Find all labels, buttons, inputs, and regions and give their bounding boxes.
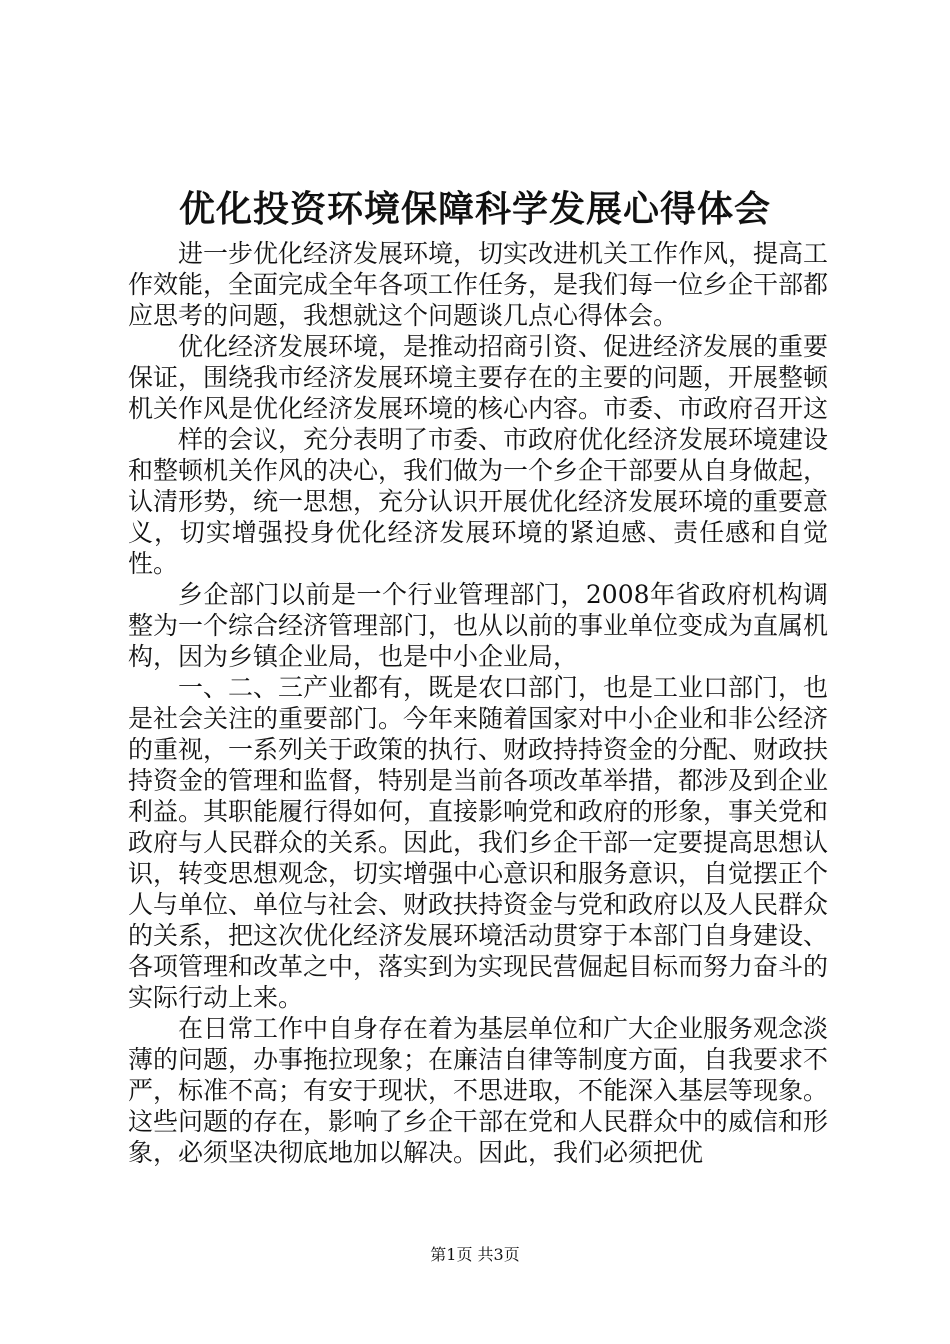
page-footer: 第1页 共3页: [430, 1245, 520, 1264]
paragraph: 优化经济发展环境，是推动招商引资、促进经济发展的重要保证，围绕我市经济发展环境主要存在的主要的问题，开展整顿机关作风是优化经济发展环境的核心内容。市委、市政府召开这: [128, 332, 829, 423]
paragraph: 在日常工作中自身存在着为基层单位和广大企业服务观念淡薄的问题，办事拖拉现象；在廉洁自律等制度方面，自我要求不严，标准不高；有安于现状，不思进取，不能深入基层等现象。这些问题的存在，影响了乡企干部在党和人民群众中的威信和形象，必须坚决彻底地加以解决。因此，我们必须把优: [128, 1014, 829, 1167]
paragraph: 一、二、三产业都有，既是农口部门，也是工业口部门，也是社会关注的重要部门。今年来随着国家对中小企业和非公经济的重视，一系列关于政策的执行、财政持持资金的分配、财政扶持资金的管理和监督，特别是当前各项改革举措，都涉及到企业利益。其职能履行得如何，直接影响党和政府的形象，事关党和政府与人民群众的关系。因此，我们乡企干部一定要提高思想认识，转变思想观念，切实增强中心意识和服务意识，自觉摆正个人与单位、单位与社会、财政扶持资金与党和政府以及人民群众的关系，把这次优化经济发展环境活动贯穿于本部门自身建设、各项管理和改革之中，落实到为实现民营倔起目标而努力奋斗的实际行动上来。: [128, 673, 829, 1012]
document-title: 优化投资环境保障科学发展心得体会: [178, 188, 771, 230]
document-body: [128, 238, 828, 1168]
paragraph: 进一步优化经济发展环境，切实改进机关工作作风，提高工作效能，全面完成全年各项工作任务，是我们每一位乡企干部都应思考的问题，我想就这个问题谈几点心得体会。: [128, 239, 829, 330]
paragraph: 样的会议，充分表明了市委、市政府优化经济发展环境建设和整顿机关作风的决心，我们做为一个乡企干部要从自身做起，认清形势，统一思想，充分认识开展优化经济发展环境的重要意义，切实增强投身优化经济发展环境的紧迫感、责任感和自觉性。: [128, 425, 829, 578]
paragraph: 乡企部门以前是一个行业管理部门，2008年省政府机构调整为一个综合经济管理部门，也从以前的事业单位变成为直属机构，因为乡镇企业局，也是中小企业局，: [128, 580, 829, 671]
